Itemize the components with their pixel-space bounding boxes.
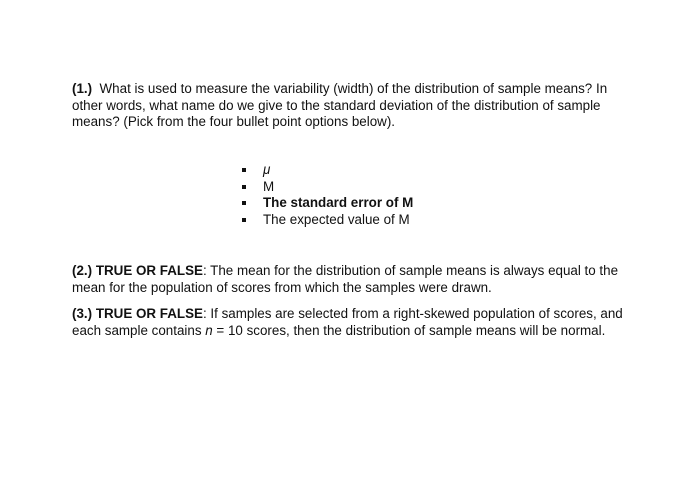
question-3-text-after: = 10 scores, then the distribution of sample means will be normal. <box>212 322 606 338</box>
question-2-keyword: TRUE OR FALSE <box>95 263 203 278</box>
option-label: The standard error of M <box>263 195 414 211</box>
question-3-text-before: : If samples are selected from a right-skewed population of scores, and each sample contains <box>72 306 623 338</box>
option-m <box>240 179 413 196</box>
option-mu <box>240 162 413 179</box>
question-2 <box>72 263 632 296</box>
question-1 <box>72 81 632 131</box>
question-3 <box>72 306 632 339</box>
question-2-number: (2.) <box>72 263 93 278</box>
question-3-number: (3.) <box>72 306 93 321</box>
option-expected-value <box>240 212 413 229</box>
square-bullet-icon <box>242 218 246 222</box>
question-2-text: : The mean for the distribution of sample means is always equal to the mean for the population of scores from which the samples were drawn. <box>72 263 619 295</box>
option-label: M <box>263 178 275 194</box>
question-3-variable: n <box>205 322 213 338</box>
square-bullet-icon <box>242 185 246 189</box>
square-bullet-icon <box>242 201 246 205</box>
question-1-number: (1.) <box>72 81 93 96</box>
option-label: μ <box>263 162 271 177</box>
question-1-text: What is used to measure the variability (width) of the distribution of sample means? In other words, what name do we give to the standard deviation of the distribution of sample means? (Pick from the four bullet point options below). <box>72 81 608 130</box>
answer-options <box>240 162 413 228</box>
question-3-keyword: TRUE OR FALSE <box>95 306 203 321</box>
option-standard-error <box>240 195 413 212</box>
square-bullet-icon <box>242 168 246 172</box>
option-label: The expected value of M <box>263 211 410 227</box>
